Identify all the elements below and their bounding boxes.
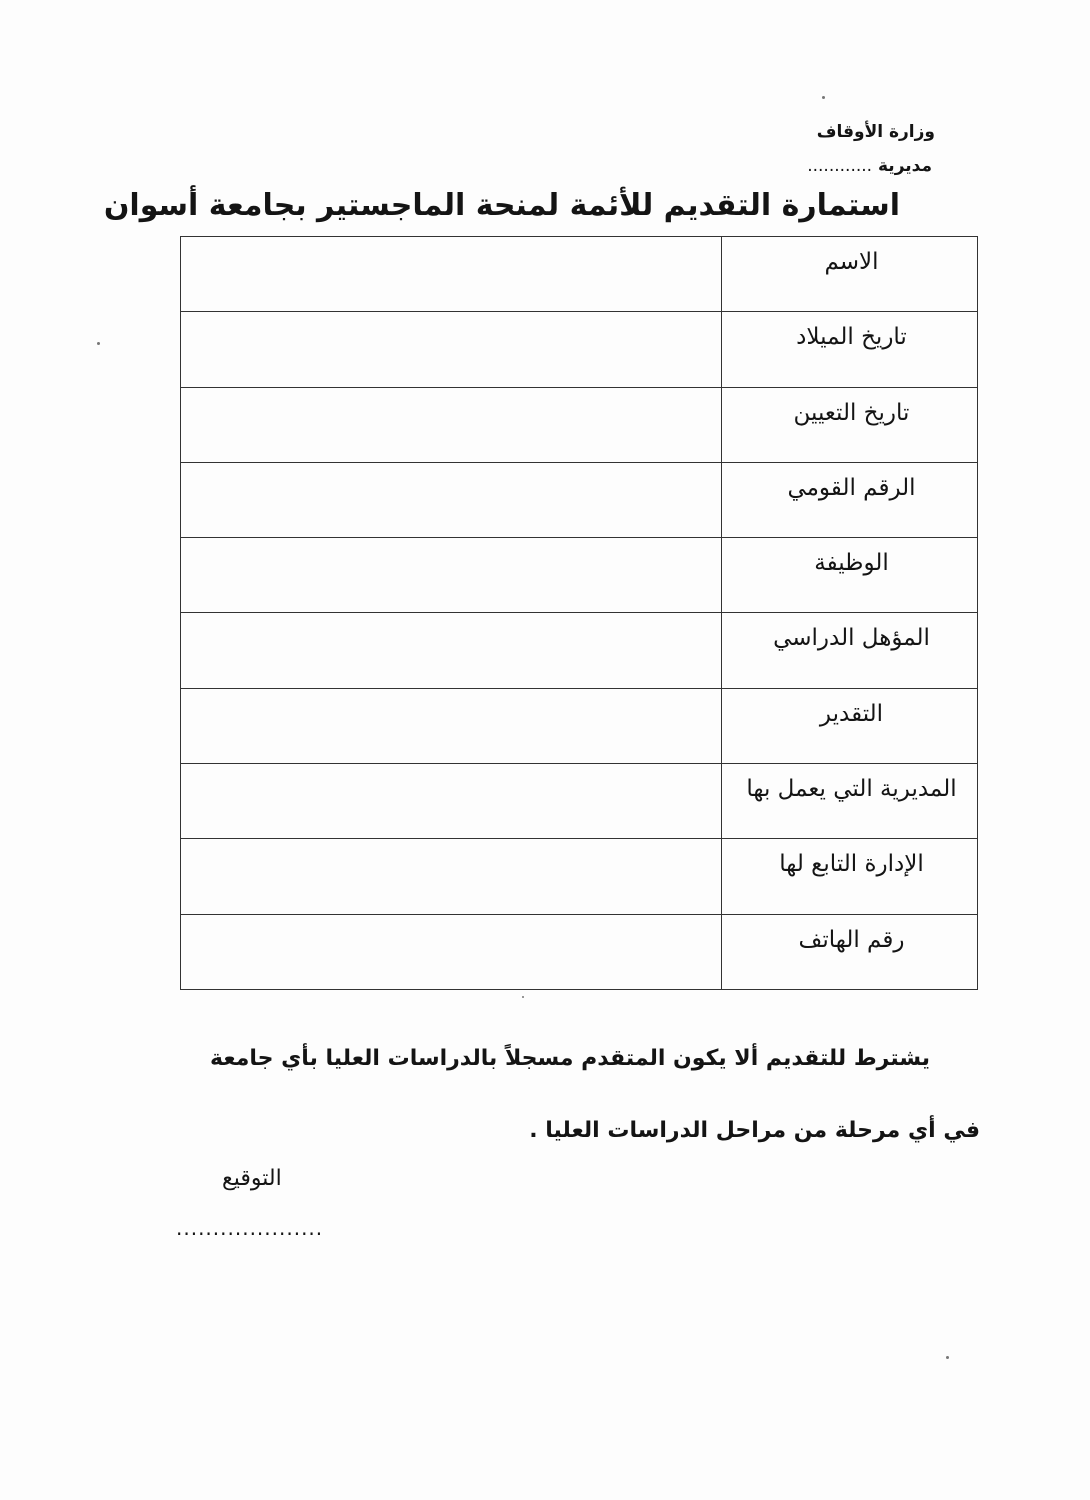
birth-date-value-cell — [181, 312, 722, 386]
appointment-date-label: تاريخ التعيين — [793, 399, 910, 426]
ministry-name: وزارة الأوقاف — [816, 122, 935, 142]
department-value-cell — [181, 839, 722, 913]
directorate-label: مديرية — [878, 156, 932, 176]
table-row — [181, 764, 977, 839]
grade-value-cell — [181, 689, 722, 763]
appointment-date-value-cell — [181, 388, 722, 462]
table-row — [181, 312, 977, 387]
application-form-table — [180, 236, 978, 990]
grade-label: التقدير — [819, 700, 884, 727]
condition-note-line-2: في أي مرحلة من مراحل الدراسات العليا . — [529, 1118, 980, 1143]
phone-value-cell — [181, 915, 722, 989]
scan-speck — [522, 996, 524, 998]
form-title: استمارة التقديم للأئمة لمنحة الماجستير بجامعة أسوان — [103, 188, 900, 223]
job-value-cell — [181, 538, 722, 612]
phone-label: رقم الهاتف — [798, 926, 905, 953]
table-row — [181, 839, 977, 914]
table-row — [181, 237, 977, 312]
scan-speck — [97, 342, 100, 345]
qualification-label: المؤهل الدراسي — [773, 625, 930, 652]
scan-speck — [946, 1356, 949, 1359]
name-value-cell — [181, 237, 722, 311]
scan-speck — [822, 96, 825, 99]
job-label: الوظيفة — [814, 550, 889, 577]
signature-blank: .................... — [176, 1216, 324, 1240]
national-id-value-cell — [181, 463, 722, 537]
birth-date-label: تاريخ الميلاد — [796, 324, 907, 351]
signature-label: التوقيع — [222, 1166, 282, 1191]
table-row — [181, 915, 977, 989]
qualification-value-cell — [181, 613, 722, 687]
table-row — [181, 613, 977, 688]
national-id-label: الرقم القومي — [787, 474, 916, 501]
table-row — [181, 689, 977, 764]
work-directorate-label: المديرية التي يعمل بها — [746, 776, 957, 803]
directorate-line — [807, 156, 932, 176]
name-label: الاسم — [824, 249, 879, 275]
department-label: الإدارة التابع لها — [779, 851, 924, 878]
table-row — [181, 463, 977, 538]
directorate-blank: ............ — [807, 156, 873, 176]
condition-note-line-1: يشترط للتقديم ألا يكون المتقدم مسجلاً بالدراسات العليا بأي جامعة — [209, 1046, 930, 1071]
table-row — [181, 538, 977, 613]
table-row — [181, 388, 977, 463]
work-directorate-value-cell — [181, 764, 722, 838]
